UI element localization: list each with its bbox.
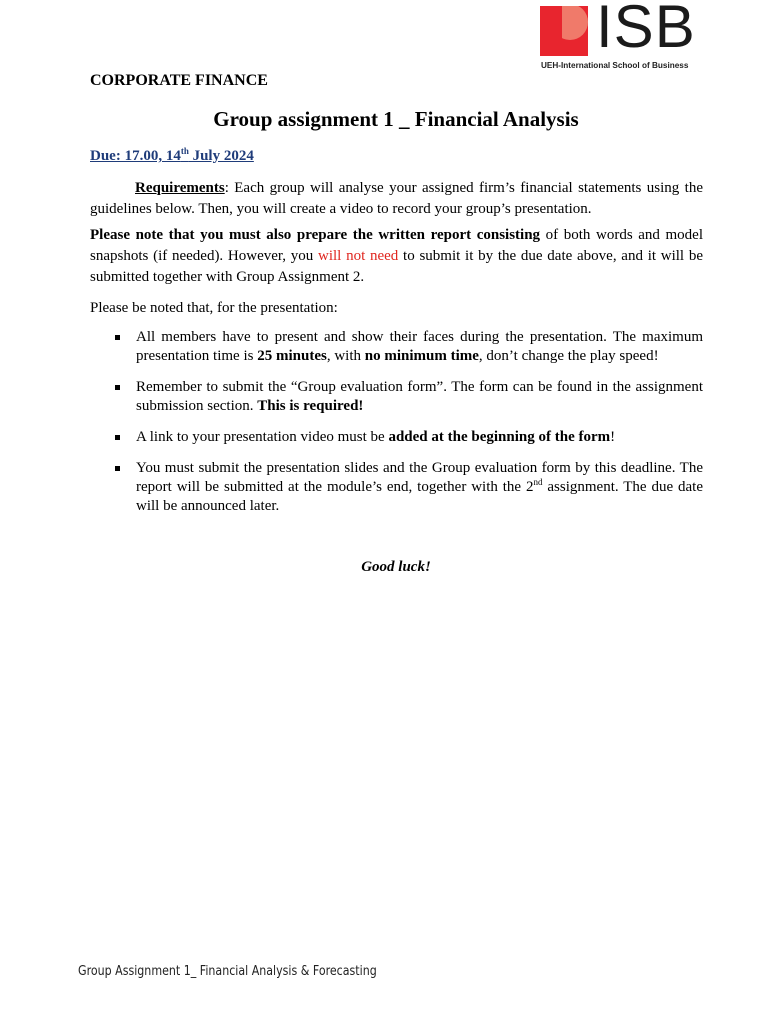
note-red-text: will not need	[318, 248, 399, 264]
isb-logo	[540, 0, 696, 72]
presentation-intro	[90, 298, 703, 319]
bullet-text: , don’t change the play speed!	[478, 348, 659, 364]
due-prefix: Due: 17.00, 14	[90, 148, 181, 164]
note-text-1: of both words and model snapshots (if needed). However, you	[90, 227, 703, 264]
note-text-2: to submit it by the due date above, and it will be submitted together with Group Assignment 2.	[90, 248, 703, 285]
bullet-superscript: nd	[533, 477, 543, 487]
list-item	[90, 459, 703, 516]
bullet-bold-text: no minimum time	[364, 348, 479, 364]
bullet-square-icon	[115, 435, 120, 440]
bullet-text: !	[610, 429, 616, 445]
bullet-text: A link to your presentation video must be	[136, 429, 389, 445]
requirements-paragraph	[90, 178, 703, 220]
bullet-square-icon	[115, 335, 120, 340]
due-date	[90, 148, 254, 165]
bullet-bold-text: This is required!	[257, 398, 364, 414]
logo-subtitle: UEH-International School of Business	[541, 61, 689, 70]
document-title: Group assignment 1 _ Financial Analysis	[213, 107, 579, 131]
bullet-text: You must submit the presentation slides and the Group evaluation form by this deadline. The report will be submitted at the module’s end, together with the 2	[136, 460, 703, 495]
course-name: CORPORATE FINANCE	[90, 72, 268, 89]
report-note-paragraph	[90, 225, 703, 288]
note-bold-text: Please note that you must also prepare the written report consisting	[90, 227, 541, 243]
closing-text: Good luck!	[361, 559, 431, 575]
isb-logo-mark-icon	[540, 6, 588, 56]
bullet-text: , with	[326, 348, 365, 364]
due-suffix: July 2024	[188, 148, 254, 164]
bullet-text: Remember to submit the “Group evaluation form”. The form can be found in the assignment submission section.	[136, 379, 703, 414]
presentation-intro-text: Please be noted that, for the presentation:	[90, 300, 338, 316]
bullet-bold-text: 25 minutes	[257, 348, 327, 364]
requirements-label: Requirements	[135, 180, 225, 196]
requirements-text: : Each group will analyse your assigned firm’s financial statements using the guidelines below. Then, you will create a video to record your group’s presentation.	[90, 180, 703, 217]
bullet-bold-text: added at the beginning of the form	[388, 429, 611, 445]
page-footer: Group Assignment 1_ Financial Analysis & Forecasting	[78, 964, 377, 979]
due-superscript: th	[180, 146, 189, 156]
presentation-rules-list	[90, 328, 703, 528]
bullet-text: All members have to present and show their faces during the presentation. The maximum presentation time is	[136, 329, 703, 364]
list-item	[90, 328, 703, 366]
list-item	[90, 428, 703, 447]
logo-text: ISB	[596, 0, 696, 60]
list-item	[90, 378, 703, 416]
bullet-text: assignment. The due date will be announced later.	[136, 479, 704, 514]
bullet-square-icon	[115, 466, 120, 471]
bullet-square-icon	[115, 385, 120, 390]
